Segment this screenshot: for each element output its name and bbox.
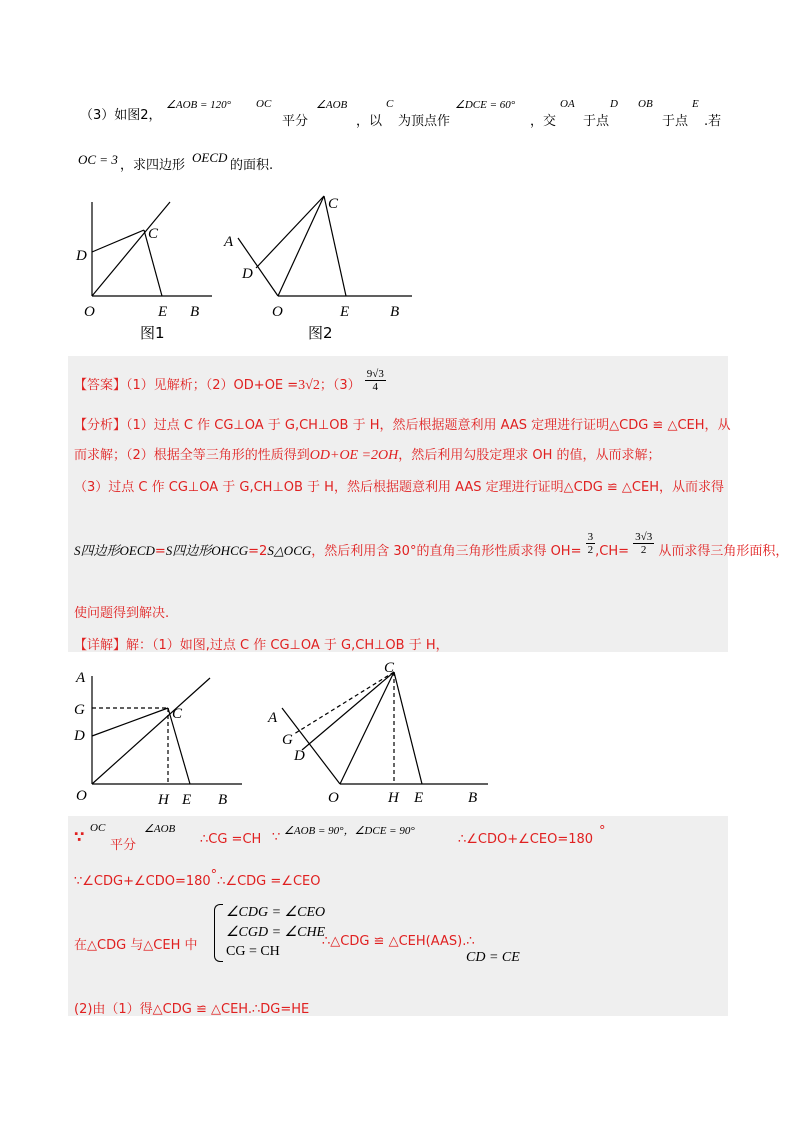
analysis-line2-math: OD+OE =2OH (309, 448, 399, 463)
proof-eq-angle: ∴∠CDG =∠CEO (217, 874, 321, 889)
fig1-caption: 图1 (140, 324, 165, 342)
mid-right-label-d: D (294, 748, 305, 764)
mid-left-label-c: C (172, 706, 183, 722)
mid-right-label-e: E (414, 790, 424, 806)
degree-mark-2: ° (210, 868, 218, 883)
at-point-text-2: 于点 (662, 114, 689, 129)
proof-part2: (2)由（1）得△CDG ≌ △CEH.∴DG=HE (74, 1002, 310, 1017)
proof-bisects: 平分 (110, 838, 137, 853)
top-figures (60, 180, 420, 350)
figure-right (282, 672, 488, 784)
angle-aob-120: ∠AOB = 120° (166, 99, 232, 111)
mid-right-label-h: H (388, 790, 399, 806)
system-eq-2: ∠CGD = ∠CHE (226, 925, 326, 940)
analysis-line5: 使问题得到解决. (74, 606, 170, 621)
analysis-line4c: 从而求得三角形面积， (658, 544, 789, 559)
mid-left-label-h: H (158, 792, 169, 808)
degree-mark-1: ° (599, 824, 606, 839)
fig2-label-d: D (242, 266, 253, 282)
analysis-line1: （1）过点 C 作 CG⊥OA 于 G,CH⊥OB 于 H，然后根据题意利用 AAS 定理进行证明△CDG ≌ △CEH，从 (126, 418, 731, 433)
with-text: ，以 (356, 114, 383, 129)
analysis-line3: （3）过点 C 作 CG⊥OA 于 G,CH⊥OB 于 H，然后根据题意利用 AAS 定理进行证明△CDG ≌ △CEH，从而求得 (74, 480, 725, 495)
as-vertex-text: 为顶点作 (398, 114, 451, 129)
ob-text: OB (638, 98, 653, 110)
detail-text: 解：（1）如图,过点 C 作 CG⊥OA 于 G,CH⊥OB 于 H， (126, 638, 449, 653)
mid-left-label-b: B (218, 792, 228, 808)
fig2-label-b: B (390, 304, 400, 320)
analysis-line2a: 而求解；（2）根据全等三角形的性质得到 (74, 448, 310, 463)
answer-tag: 【答案】 (74, 378, 127, 393)
mid-left-label-g: G (74, 702, 85, 718)
mid-left-label-a: A (76, 670, 86, 686)
analysis-eq1: = (154, 544, 166, 559)
fig2-label-c: C (328, 196, 339, 212)
fig2-label-a: A (224, 234, 234, 250)
fig1-label-b: B (190, 304, 200, 320)
e-text: E (692, 98, 699, 110)
oh-fraction: $\frac{3}{2}$ (587, 531, 594, 556)
angle-aob: ∠AOB (316, 99, 348, 111)
d-text: D (610, 98, 618, 110)
analysis-line4b: ，然后利用含 30°的直角三角形性质求得 OH= (311, 544, 582, 559)
answer-part1: （1）见解析；（2）OD+OE = (126, 378, 299, 393)
c-text: C (386, 98, 394, 110)
because-symbol: ∵ (74, 828, 85, 846)
oc-equals-3: OC = 3 (78, 152, 118, 167)
system-eq-3: CG = CH (226, 944, 280, 959)
answer-sqrt-value: 3√2 (298, 378, 320, 393)
mid-right-label-o: O (328, 790, 339, 806)
area-text: 的面积. (230, 158, 274, 173)
part-label: （3）如图2， (80, 108, 162, 123)
at-point-text: 于点 (583, 114, 610, 129)
analysis-s3: S△OCG (267, 543, 312, 558)
bisects-text: 平分 (282, 114, 309, 129)
answer-fraction: $\frac{9√3}{4}$ (366, 368, 384, 393)
proof-cd-ce: CD = CE (466, 950, 520, 965)
detail-tag: 【详解】 (74, 638, 127, 653)
analysis-tag: 【分析】 (74, 418, 127, 433)
answer-part3: ；（3） (319, 378, 361, 393)
mid-left-label-o: O (76, 788, 87, 804)
proof-congruent: ∴△CDG ≌ △CEH(AAS).∴ (322, 934, 475, 949)
mid-right-label-g: G (282, 732, 293, 748)
analysis-s2: S四边形OHCG (165, 543, 249, 558)
middle-figures (66, 656, 506, 816)
proof-block (68, 816, 728, 1016)
figure-2 (238, 196, 412, 296)
proof-oc: OC (90, 822, 106, 834)
fig1-label-d: D (76, 248, 87, 264)
fig1-label-o: O (84, 304, 95, 320)
analysis-line2b: ，然后利用勾股定理求 OH 的值，从而求解； (398, 448, 661, 463)
figure-left (92, 676, 242, 784)
mid-left-label-d: D (74, 728, 85, 744)
proof-cg-ch: ∴CG =CH (200, 832, 262, 847)
system-brace (214, 904, 223, 962)
ch-fraction: $\frac{3√3}{2}$ (635, 531, 653, 556)
intersect-text: ，交 (530, 114, 557, 129)
proof-angles-90: ∠AOB = 90°，∠DCE = 90° (284, 825, 415, 837)
angle-dce-60: ∠DCE = 60° (455, 99, 516, 111)
analysis-eq2: =2 (248, 544, 268, 559)
mid-right-label-a: A (268, 710, 278, 726)
proof-because-2: ∵ (272, 830, 281, 845)
proof-angle-aob: ∠AOB (144, 823, 176, 835)
if-text: .若 (704, 114, 722, 129)
ch-label: ,CH= (595, 544, 630, 559)
fig2-label-e: E (340, 304, 350, 320)
fig2-label-o: O (272, 304, 283, 320)
system-eq-1: ∠CDG = ∠CEO (226, 905, 326, 920)
mid-right-label-b: B (468, 790, 478, 806)
fig1-label-e: E (158, 304, 168, 320)
mid-left-label-e: E (182, 792, 192, 808)
mid-right-label-c: C (384, 660, 395, 676)
find-text: ，求四边形 (120, 158, 186, 173)
proof-in-triangles: 在△CDG 与△CEH 中 (74, 938, 198, 953)
fig2-caption: 图2 (308, 324, 333, 342)
figure-1 (92, 202, 212, 296)
proof-sum2: ∵∠CDG+∠CDO=180 (74, 874, 211, 889)
oa-text: OA (560, 98, 575, 110)
oc-text: OC (256, 98, 272, 110)
analysis-s1: S四边形OECD (74, 543, 155, 558)
fig1-label-c: C (148, 226, 159, 242)
proof-sum1: ∴∠CDO+∠CEO=180 (458, 832, 594, 847)
oecd-text: OECD (192, 150, 228, 165)
